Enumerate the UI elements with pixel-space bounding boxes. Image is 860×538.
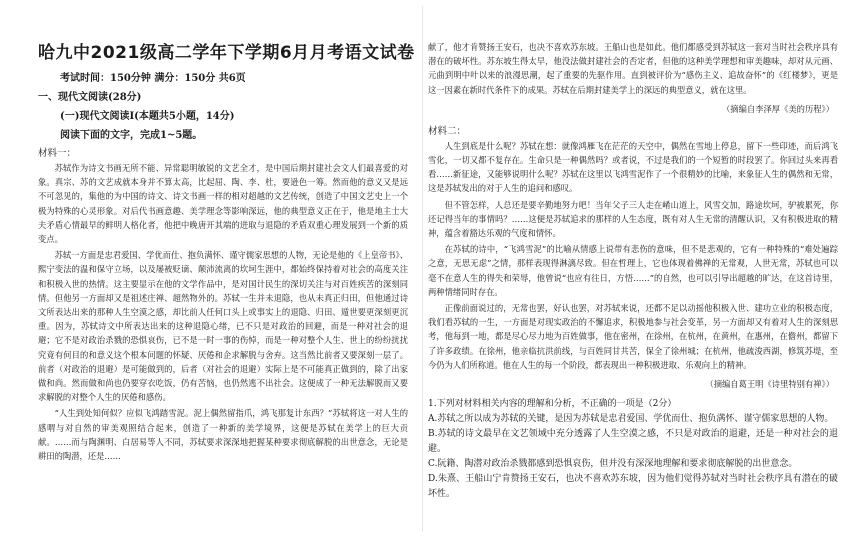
material1-source: （摘编自李泽厚《美的历程》）	[721, 103, 834, 114]
material2-label: 材料二：	[428, 125, 467, 137]
material1-paragraph-3: “人生到处知何似？应似飞鸿踏雪泥。泥上偶然留指爪，鸿飞那复计东西？”苏轼将这一对人生的感喟与对自然的审美观照结合起来，创造了一种新的美学境界，这便是苏轼在美学上的巨大贡献。……而与陶渊明、白居易等人不同，苏轼要求深深地把握某种要求彻底解脱的出世意念，无论是耕田的陶潜，还是……	[38, 408, 408, 462]
question-1-stem: 1.下列对材料相关内容的理解和分析，不正确的一项是（2分）	[428, 399, 677, 410]
section-heading: 一、现代文阅读(28分)	[38, 92, 142, 103]
material2-paragraph-1: 人生到底是什么呢？苏轼在想：就像鸿雁飞在茫茫的天空中，偶然在雪地上停息，留下一些印迹，而后鸿飞雪化，一切又都不复存在。生命只是一种偶然吗？或者说，不过是我们的一个短暂的时段罢了。你回过头来再看看……新征途，又能够说明什么呢？苏轼在这里以飞鸿雪泥作了一个很精妙的比喻，来象征人生的偶然和无常，这是苏轼发出的对于人生的追问和感叹。	[428, 140, 838, 194]
question-1-option-a: A.苏轼之所以成为苏轼的关键，是因为苏轼是忠君爱国、学优而仕、抱负满怀、谨守儒家思想的人物。	[428, 414, 834, 425]
exam-title: 哈九中2021级高二学年下学期6月月考语文试卷	[38, 43, 415, 63]
subsection-heading: (一)现代文阅读Ⅰ(本题共5小题，14分)	[60, 111, 235, 122]
material1-paragraph-1: 苏轼作为诗文书画无所不能、异常聪明敏锐的文艺全才，是中国后期封建社会文人们最喜爱的对象。真宗、苏的文艺成就本身并不算太高，比起屈、陶、李、杜，要逊色一筹。然而他的意义又是远不可忽见的，集他的为中国的诗文、诗文书画一样的相对超越的文艺传统，创造了中国文艺史上一个极为特殊的心灵形象。对后代书画意趣、美学理念等影响深远，他的典型意义正在于，他是地主士大夫矛盾心情最早的鲜明人格化者，他把中晚唐开其端的进取与退隐的矛盾双重心理发展到一个新的质变点。	[38, 163, 408, 245]
question-1-option-c: C.阮籍、陶潜对政治杀戮都感到恐惧哀伤，但并没有深深地理解和要求彻底解脱的出世意念。	[428, 459, 798, 470]
column-divider	[422, 6, 423, 532]
question-1-option-d: D.朱熹、王船山宁肯赞扬王安石，也决不喜欢苏东坡，因为他们觉得苏轼对当时社会秩序具有潜在的破坏性。	[428, 474, 838, 500]
material2-source: （摘编自葛王明《诗里特别有禅》）	[705, 379, 834, 390]
material2-paragraph-4: 正像前面说过的，无常也罢，好认也罢，对苏轼来说，还都不足以动摇他积极入世、建功立业的积极态度，我们看苏轼的一生，一方面是对现实政治的不懈追求，积极地参与社会变革，另一方面却又有着对人生的深刻思考，他每到一地，都是尽心尽力地为百姓做事，他在密州，在徐州，在杭州，在黄州，在惠州，在儋州，都留下了许多政绩。在徐州，他亲临抗洪前线，与百姓同甘共苦，保全了徐州城；在杭州，他疏浚西湖，修筑苏堤，至今仍为人们所称道。他在人生的每一个阶段，都表现出一种积极进取、乐观向上的精神。	[428, 303, 838, 370]
material2-paragraph-3: 在苏轼的诗中，“飞鸿雪泥”的比喻从情感上说带有悲伤的意味，但不是悲观的，它有一种特殊的“难处遍踪之意，无思无虑”之情，那样表现得淋漓尽致。但在哲理上，它也体现着佛禅的无常观，人世无常，苏轼也可以毫不在意人生的得失和荣辱，他曾说“也应有往日，方悟……”的自然，也可以引导出超越的旷达，在这首诗里，两种情绪同时存在。	[428, 244, 838, 297]
right-column	[428, 0, 848, 538]
material1-continuation: 献了，他才肯赞扬王安石，也决不喜欢苏东坡。王船山也是如此。他们都感受到苏轼这一套对当时社会秩序具有潜在的破坏性。苏东坡生得太早，他没法做封建社会的否定者，但他的这种美学理想和审美趣味，却对从元画、元曲到明中叶以来的浪漫思潮，起了重要的先驱作用。直到被评价为“感伤主义、追故奋怀”的《红楼梦》，更是这一因素在新时代条件下的成果。苏轼在后期封建美学上的深远的典型意义，就在这里。	[428, 42, 838, 95]
exam-info: 考试时间：150分钟 满分：150分 共6页	[60, 73, 246, 84]
material2-paragraph-2: 但不管怎样，人总还是要辛勤地努力吧！当年父子三人走在崤山道上，风雪交加，路途坎坷，驴被累死，你还记得当年的事情吗？……这便是苏轼追求的那样的人生态度，既有对人生无常的清醒认识，又有积极进取的精神，蕴含着豁达乐观的气度和情怀。	[428, 199, 838, 239]
left-column	[0, 0, 418, 538]
material1-paragraph-2: 苏轼一方面是忠君爱国、学优而仕、抱负满怀、谨守儒家思想的人物，无论是他的《上皇帝书》、熙宁变法的温和保守立场，以及屡被贬谪、颠沛流离的坎坷生涯中，都始终保持着对社会的高度关注和积极入世的热情。这主要显示在他的文学作品中，是对国计民生的深切关注与对百姓疾苦的深刻同情。但他另一方面却又是祖述庄禅、超然物外的。苏轼一生并未退隐，也从未真正归田，但他通过诗文所表达出来的那种人生空漠之感，却比前人任何口头上或事实上的退隐、归田、遁世要更深刻更沉重。因为，苏轼诗文中所表达出来的这种退隐心绪，已不只是对政治的回避，而是一种对社会的退避；它不是对政治杀戮的恐惧哀伤，已不是一时一事的伤悼，而是一种对整个人生、世上的纷纷扰扰究竟有何目的和意义这个根本问题的怀疑、厌倦和企求解脱与舍弃。这当然比前者又要深刻一层了。前者（对政治的退避）是可能做到的，后者（对社会的退避）实际上是不可能真正做到的，除了出家做和尚。然而做和尚也仍要穿衣吃饭，仍有苦恼，也仍然逃不出社会。这便成了一种无法解脱而又要求解脱的对整个人生的厌倦和感伤。	[38, 250, 408, 403]
material1-label: 材料一：	[38, 148, 77, 159]
reading-instruction: 阅读下面的文字，完成1~5题。	[60, 130, 203, 141]
question-1-option-b: B.苏轼的诗文最早在文艺领域中充分透露了人生空漠之感，不只是对政治的退避，还是一种对社会的退避。	[428, 429, 838, 455]
